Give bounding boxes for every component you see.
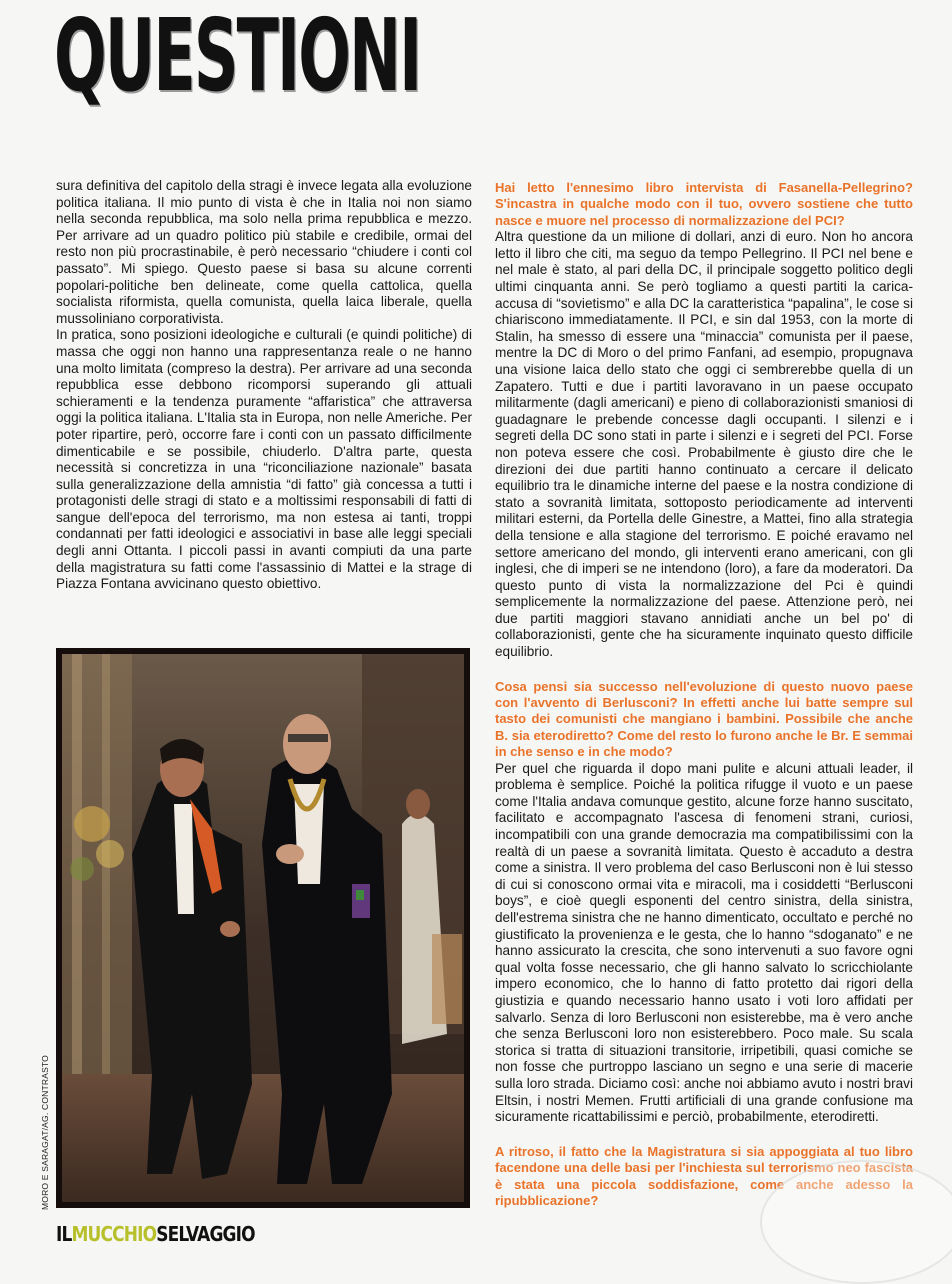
masthead-part-2: MUCCHIO (71, 1222, 157, 1246)
interview-answer-2: Per quel che riguarda il dopo mani pulite e alcuni attuali leader, il problema è semplice. Poiché la politica rifugge il vuoto e un paese come l'Italia andava comunque gestito, alcune forze hanno suscitato, facilitato e accompagnato l'ascesa di fenomeni strani, curiosi, incompatibili con una grande democrazia ma compatibilissimi con la realtà di un paese a sovranità limitata. Questo è accaduto a destra come a sinistra. Il vero problema del caso Berlusconi non è lui stesso di cui si conoscono ormai vita e miracoli, ma i cosiddetti “Berlusconi boys”, e cioè quegli esponenti del centro sinistra, della sinistra, dell'estrema sinistra che ne hanno dimenticato, occultato e perché no giustificato la provenienza e le gesta, che lo hanno “sdoganato” e ne hanno assicurato la crescita, che sono intervenuti a suo favore ogni qual volta fosse necessario, che gli hanno salvato lo scricchiolante impero economico, che lo hanno di fatto protetto dai rigori della giustizia e quando necessario hanno usato i voti loro affidati per salvarlo. Senza di loro Berlusconi non esisterebbe, ma è vero anche che senza Berlusconi loro non esisterebbero. Poco male. Su scala storica si tratta di situazioni transitorie, irripetibili, quasi comiche se non fosse che purtroppo lasciano un segno e una serie di macerie sulla loro strada. Diciamo così: anche noi abbiamo avuto i nostri bravi Eltsin, i nostri Memen. Frutti artificiali di una grande confusione ma sicuramente ricattabilissimi e perciò, probabilmente, eterodiretti. (495, 760, 913, 1125)
interview-answer-1: Altra questione da un milione di dollari, anzi di euro. Non ho ancora letto il libro che citi, ma seguo da tempo Pellegrino. Il PCI nel bene e nel male è stato, al pari della DC, il principale soggetto politico degli ultimi cinquanta anni. Se però togliamo a questi partiti la carica-accusa di “sovietismo” e alla DC la caratteristica “papalina”, le cose si chiariscono immediatamente. Il PCI, e sin dal 1953, con la morte di Stalin, ha smesso di essere una “minaccia” comunista per il paese, mentre la DC di Moro o del primo Fanfani, ad esempio, propugnava una visione laica dello stato che oggi ci sembrerebbe quella di un Zapatero. Tutti e due i partiti lavoravano in un paese occupato militarmente (dagli americani) e pieno di collaborazionisti smaniosi di guadagnare le prebende concesse dagli occupanti. I silenzi e i segreti della DC sono stati in parte i silenzi e i segreti del PCI. Forse non poteva essere che così. Probabilmente è giusto dire che le direzioni dei due partiti hanno continuato a cercare il delicato equilibrio tra le dinamiche interne del paese e la nostra condizione di stato a sovranità limitata, sottoposto periodicamente ad interventi militari esterni, da Portella delle Ginestre, a Mattei, fino alla strategia della tensione e alla stagione del terrorismo. E poiché eravamo nel settore americano del mondo, gli interventi erano americani, con gli inglesi, che di imperi se ne intendono (loro), a fare da moderatori. Da questo punto di vista la normalizzazione del Pci è quindi semplicemente la normalizzazione del paese. Attenzione però, nei due partiti maggiori stavano annidiati anche un bel po' di collaborazionisti, gente che ha sicuramente inquinato questo difficile equilibrio. (495, 229, 913, 660)
interview-question-1: Hai letto l'ennesimo libro intervista di Fasanella-Pellegrino? S'incastra in qualche modo con il tuo, ovvero sostiene che tutto nasce e muore nel processo di normalizzazione del PCI? (495, 180, 913, 228)
masthead-part-1: IL (56, 1222, 72, 1246)
photo-caption: MORO E SARAGAT/AG. CONTRASTO (40, 1055, 50, 1210)
right-column (495, 180, 913, 1209)
interview-question-2: Cosa pensi sia successo nell'evoluzione di questo nuovo paese con l'avvento di Berlusconi? In effetti anche lui batte sempre sul tasto dei comunisti che mangiano i bambini. Possibile che anche B. sia eterodiretto? Come del resto lo furono anche le Br. E semmai in che senso e in che modo? (495, 678, 913, 760)
interview-question-3: A ritroso, il fatto che la Magistratura si sia appoggiata al tuo libro facendone una delle basi per l'inchiesta sul terrorismo neo fascista è stata una piccola soddisfazione, come anche adesso la ripubblicazione? (495, 1143, 913, 1208)
left-paragraph-2: In pratica, sono posizioni ideologiche e culturali (e quindi politiche) di massa che oggi non hanno una rappresentanza reale o ne hanno una molto limitata (compreso la destra). Per arrivare ad una seconda repubblica esse debbono ricomporsi superando gli attuali schieramenti e la tendenza puramente “affaristica” che attraversa oggi la politica italiana. L'Italia sta in Europa, non nelle Americhe. Per poter ripartire, però, occorre fare i conti con un passato difficilmente dimenticabile e se possibile, chiuderlo. D'altra parte, questa necessità si concretizza in una “riconciliazione nazionale” basata sulla generalizzazione della amnistia “di fatto” già concessa a tutti i protagonisti delle stragi di stato e a moltissimi responsabili di fatti di sangue dell'epoca del terrorismo, ma non estesa ai tanti, troppi condannati per fatti ideologici e associativi in base alle leggi speciali degli anni Ottanta. I piccoli passi in avanti compiuti da una parte della magistratura su fatti come l'assassinio di Mattei e la strage di Piazza Fontana avvicinano questo obiettivo. (56, 327, 472, 592)
magazine-masthead (56, 1222, 255, 1246)
masthead-part-3: SELVAGGIO (156, 1222, 255, 1246)
section-title: QUESTIONI (54, 0, 421, 114)
watermark-stamp (760, 1160, 952, 1284)
left-paragraph-1: sura definitiva del capitolo della stragi è invece legata alla evoluzione politica italiana. Il mio punto di vista è che in Italia noi non siamo nella seconda repubblica, ma solo nella prima repubblica e mezzo. Per arrivare ad un quadro politico più stabile e credibile, ormai del resto non più procrastinabile, è però necessario “chiudere i conti col passato”. Mi spiego. Questo paese si basa su alcune correnti popolari-politiche ben delineate, come quella cattolica, quella socialista riformista, quella comunista, quella laica liberale, quella mussoliniano corporativista. (56, 178, 472, 326)
photo-image (62, 654, 464, 1202)
photo-moro-saragat (56, 648, 470, 1208)
left-column (56, 178, 472, 593)
photo-illustration (62, 654, 464, 1202)
